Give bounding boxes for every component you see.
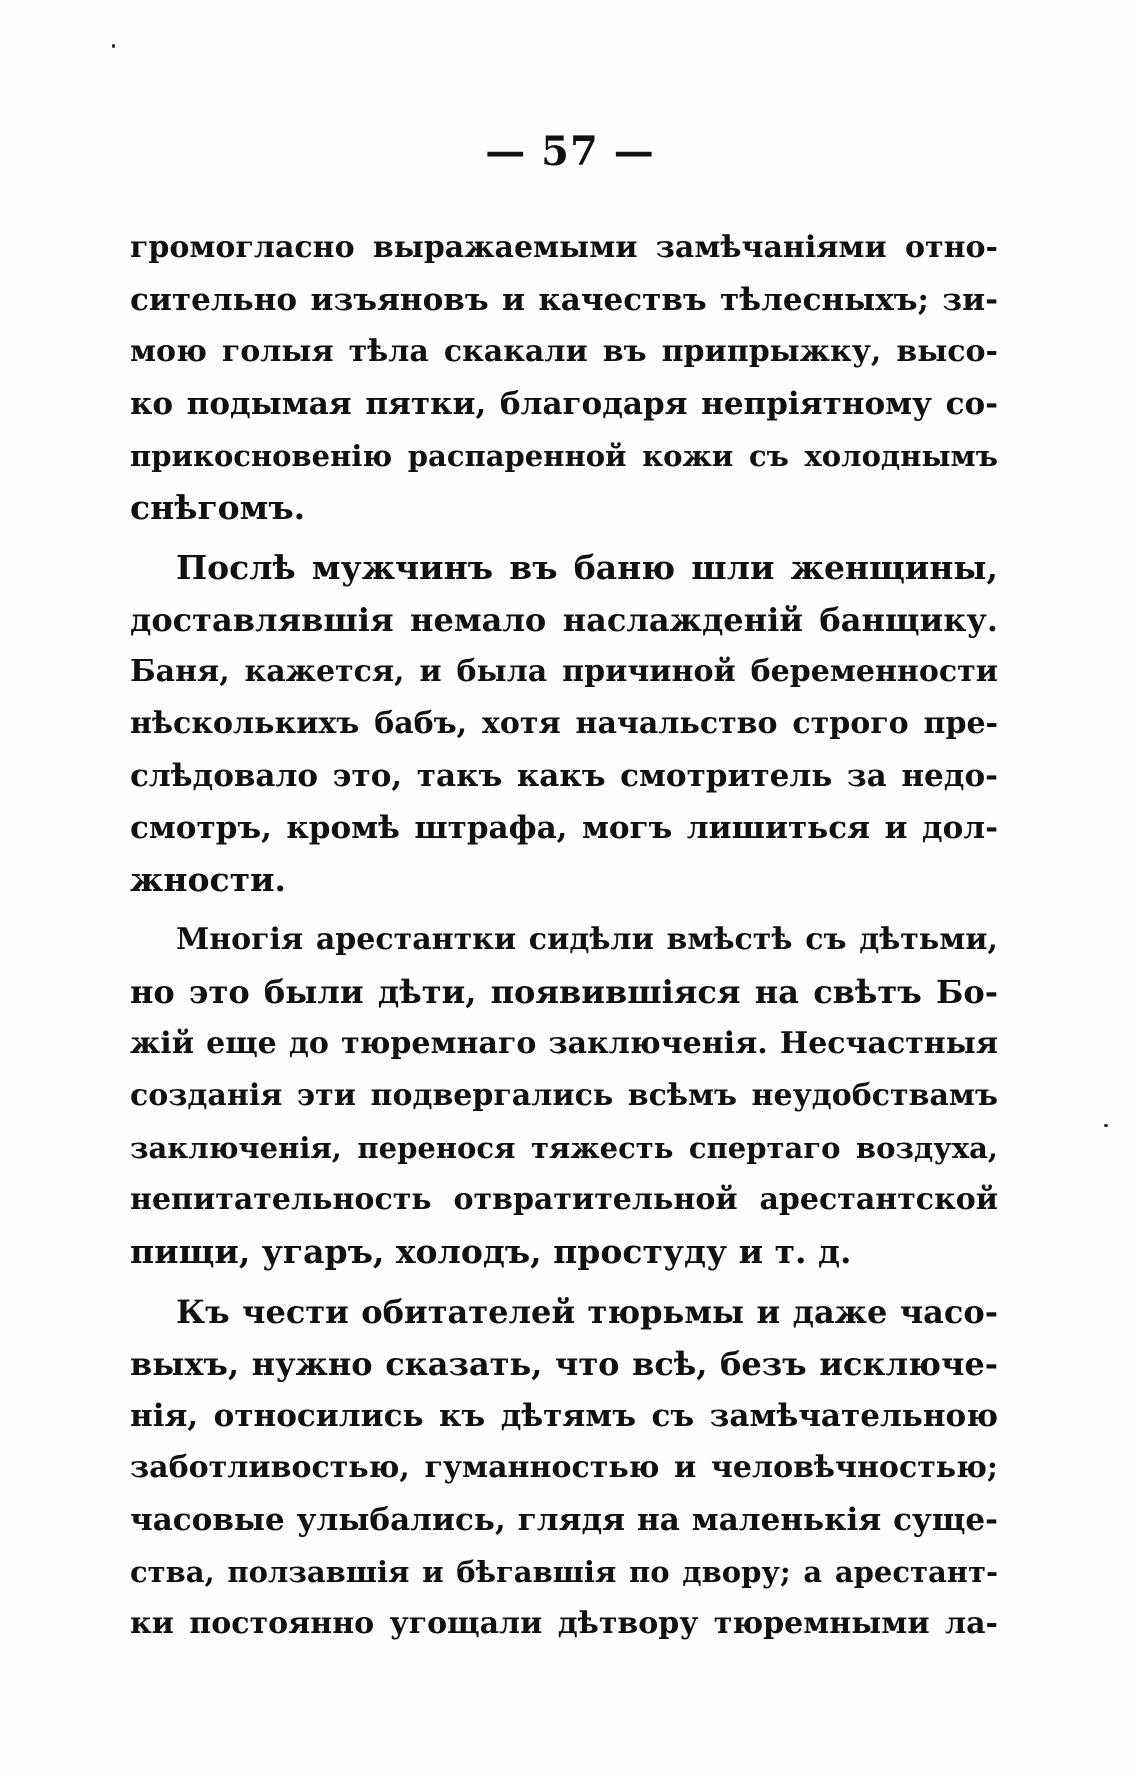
text-line: заботливостью, гуманностью и человѣчностью; bbox=[130, 1450, 998, 1485]
text-line: заключенія, перенося тяжесть спертаго воздуха, bbox=[130, 1131, 998, 1165]
text-line: мою голыя тѣла скакали въ припрыжку, высо- bbox=[130, 334, 998, 369]
text-line: нѣсколькихъ бабъ, хотя начальство строго пре- bbox=[130, 706, 998, 741]
text-line: жій еще до тюремнаго заключенія. Несчастныя bbox=[130, 1026, 998, 1061]
text-line: доставлявшія немало наслажденій банщику. bbox=[130, 601, 998, 639]
text-line: ки постоянно угощали дѣтвору тюремными ла- bbox=[130, 1606, 998, 1641]
paragraph bbox=[130, 542, 998, 906]
text-line: Многія арестантки сидѣли вмѣстѣ съ дѣтьми, bbox=[176, 922, 998, 957]
text-line: нія, относились къ дѣтямъ съ замѣчательною bbox=[130, 1398, 998, 1434]
text-line: смотръ, кромѣ штрафа, могъ лишиться и дол- bbox=[130, 810, 998, 846]
body-text bbox=[130, 222, 998, 1650]
text-line: но это были дѣти, появившіяся на свѣтъ Бо- bbox=[130, 973, 998, 1011]
text-line: громогласно выражаемыми замѣчаніями отно- bbox=[130, 230, 998, 265]
text-line: часовые улыбались, глядя на маленькія суще- bbox=[130, 1502, 998, 1538]
text-line: ства, ползавшія и бѣгавшія по двору; а арестант- bbox=[130, 1555, 998, 1589]
text-line: созданія эти подвергались всѣмъ неудобствамъ bbox=[130, 1078, 998, 1113]
paragraph bbox=[130, 914, 998, 1278]
text-line: Баня, кажется, и была причиной беременности bbox=[130, 654, 998, 689]
paragraph bbox=[130, 222, 998, 534]
text-line: снѣгомъ. bbox=[130, 488, 306, 527]
text-line: Къ чести обитателей тюрьмы и даже часо- bbox=[176, 1293, 998, 1331]
text-line: слѣдовало это, такъ какъ смотритель за недо- bbox=[130, 758, 998, 794]
text-line: сительно изъяновъ и качествъ тѣлесныхъ; зи- bbox=[130, 282, 998, 318]
page-number: — 57 — bbox=[485, 128, 655, 175]
ink-speck bbox=[1104, 1124, 1108, 1127]
text-line: ко подымая пятки, благодаря непріятному со- bbox=[130, 386, 998, 422]
text-line: непитательность отвратительной арестантской bbox=[130, 1182, 998, 1217]
ink-speck bbox=[112, 44, 115, 48]
text-line: пищи, угаръ, холодъ, простуду и т. д. bbox=[130, 1232, 852, 1271]
text-line: выхъ, нужно сказать, что всѣ, безъ исключе- bbox=[130, 1345, 998, 1383]
text-line: прикосновенію распаренной кожи съ холоднымъ bbox=[130, 439, 998, 473]
text-line: Послѣ мужчинъ въ баню шли женщины, bbox=[176, 548, 998, 587]
text-line: жности. bbox=[130, 860, 286, 899]
paragraph bbox=[130, 1286, 998, 1650]
